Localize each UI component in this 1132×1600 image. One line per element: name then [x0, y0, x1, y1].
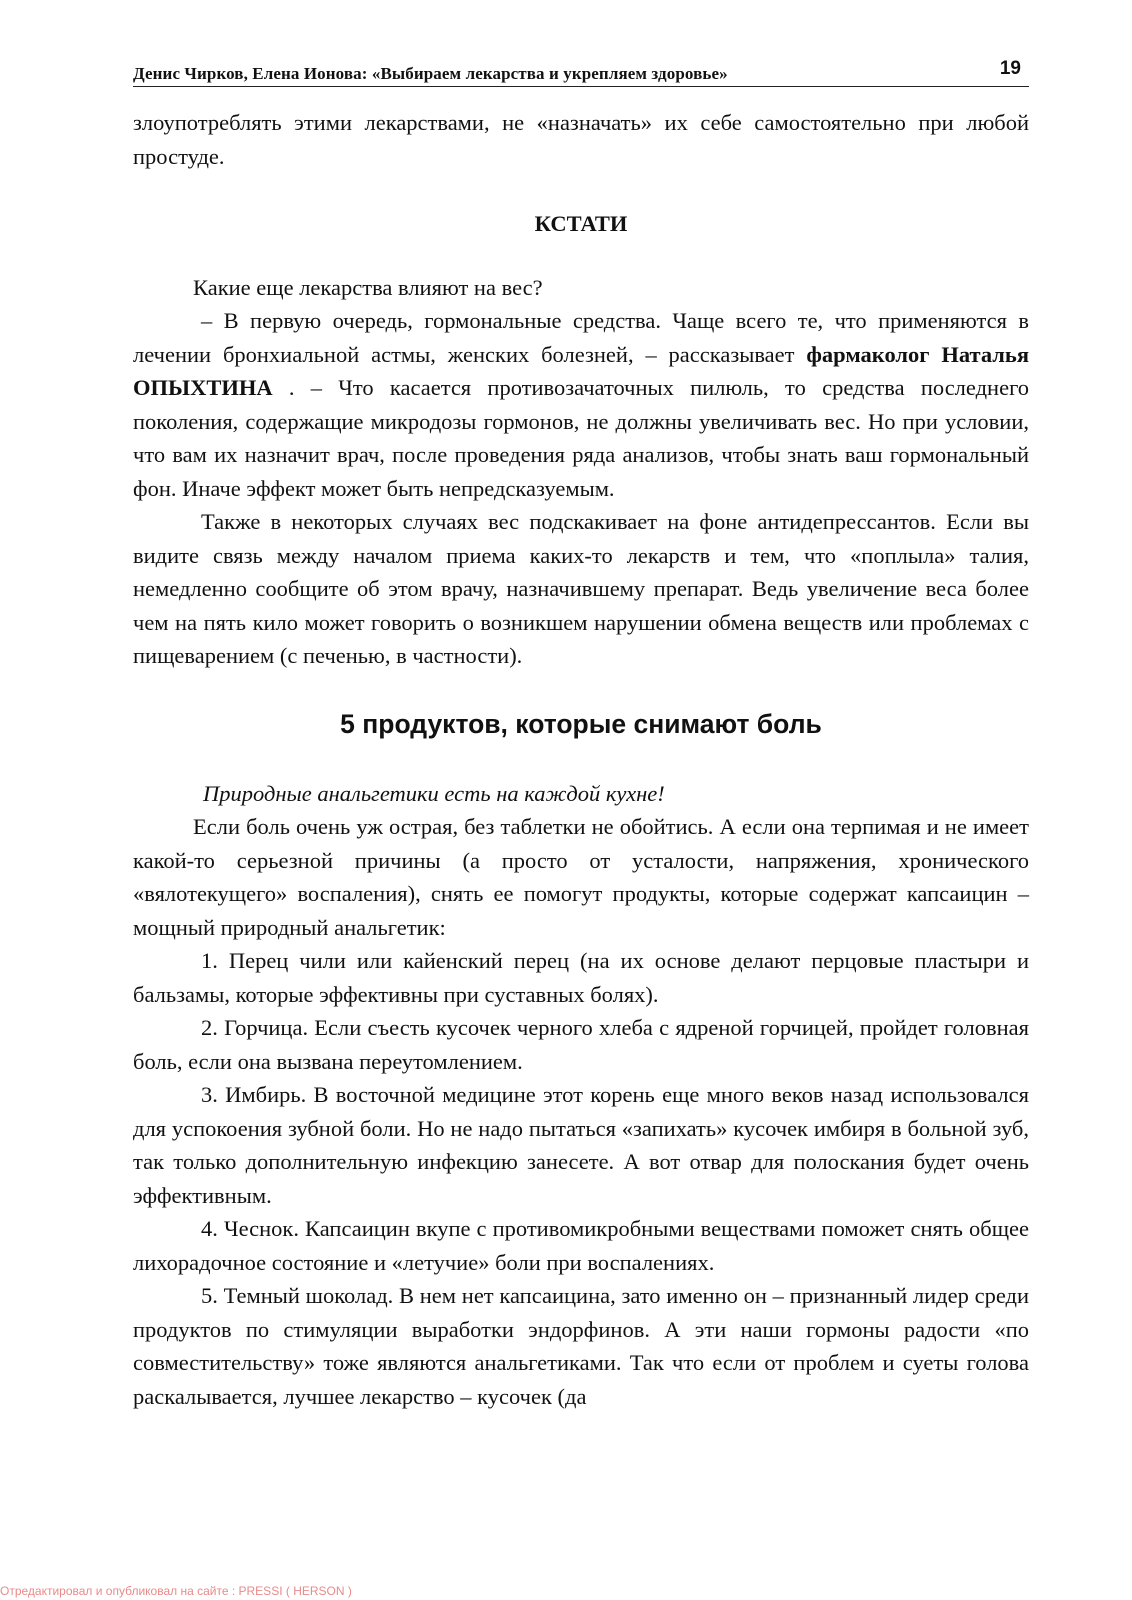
- expert-name: фармаколог Наталья ОПЫХТИНА: [133, 341, 1029, 400]
- list-item: 2. Горчица. Если съесть кусочек черного хлеба с ядреной горчицей, пройдет головная боль, если она вызвана переутомлением.: [133, 1015, 1029, 1074]
- box-answer-text-1: – В первую очередь, гормональные средства. Чаще всего те, что применяются в лечении бронхиальной астмы, женских болезней, – рассказывает: [133, 308, 1029, 367]
- page-content: [133, 106, 1029, 1413]
- intro-paragraph: злоупотреблять этими лекарствами, не «назначать» их себе самостоятельно при любой простуде.: [133, 110, 1029, 169]
- box-answer: [133, 304, 1029, 505]
- running-title: Денис Чирков, Елена Ионова: «Выбираем лекарства и укрепляем здоровье»: [133, 64, 728, 83]
- section-heading: 5 продуктов, которые снимают боль: [340, 708, 822, 739]
- list-item: 1. Перец чили или кайенский перец (на их основе делают перцовые пластыри и бальзамы, которые эффективны при суставных болях).: [133, 948, 1029, 1007]
- section-intro: Если боль очень уж острая, без таблетки не обойтись. А если она терпимая и не имеет какой-то серьезной причины (а просто от усталости, напряжения, хронического «вялотекущего» воспаления), снять ее помогут продукты, которые содержат капсаицин – мощный природный анальгетик:: [133, 814, 1029, 940]
- list-item: 4. Чеснок. Капсаицин вкупе с противомикробными веществами поможет снять общее лихорадочное состояние и «летучие» боли при воспалениях.: [133, 1216, 1029, 1275]
- box-paragraph-2: Также в некоторых случаях вес подскакивает на фоне антидепрессантов. Если вы видите связь между началом приема каких-то лекарств и тем, что «поплыла» талия, немедленно сообщите об этом врачу, назначившему препарат. Ведь увеличение веса более чем на пять кило может говорить о возникшем нарушении обмена веществ или проблемах с пищеварением (с печенью, в частности).: [133, 509, 1029, 668]
- box-answer-text-2: . – Что касается противозачаточных пилюль, то средства последнего поколения, содержащие микродозы гормонов, не должны увеличивать вес. Но при условии, что вам их назначит врач, после проведения ряда анализов, чтобы знать ваш гормональный фон. Иначе эффект может быть непредсказуемым.: [133, 375, 1029, 501]
- page-header: [133, 58, 1029, 87]
- box-heading: КСТАТИ: [534, 211, 628, 236]
- box-question: Какие еще лекарства влияют на вес?: [193, 274, 543, 300]
- page-number: 19: [999, 58, 1021, 79]
- watermark: Отредактировал и опубликовал на сайте : PRESSI ( HERSON ): [0, 1584, 352, 1598]
- list-item: 3. Имбирь. В восточной медицине этот корень еще много веков назад использовался для успокоения зубной боли. Но не надо пытаться «запихать» кусочек имбиря в больной зуб, так только дополнительную инфекцию занесете. А вот отвар для полоскания будет очень эффективным.: [133, 1082, 1029, 1208]
- section-lead: Природные анальгетики есть на каждой кухне!: [203, 780, 665, 806]
- list-item: 5. Темный шоколад. В нем нет капсаицина, зато именно он – признанный лидер среди продуктов по стимуляции выработки эндорфинов. А эти наши гормоны радости «по совместительству» тоже являются анальгетиками. Так что если от проблем и суеты голова раскалывается, лучшее лекарство – кусочек (да: [133, 1283, 1029, 1409]
